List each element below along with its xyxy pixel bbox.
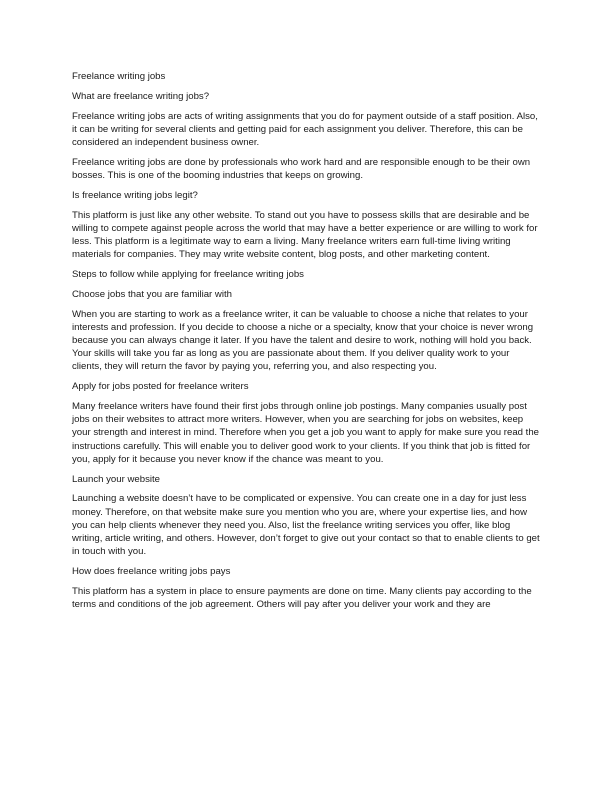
section-heading: How does freelance writing jobs pays — [72, 566, 231, 578]
paragraph: This platform is just like any other website. To stand out you have to possess skills that are desirable and be willing to compete against people across the world that may have a better experience or are willing to work for less. This platform is a legitimate way to earn a living. Many freelance writers earn full-time living writing materials for companies. They may write website content, blog posts, and other marketing content. — [72, 209, 538, 261]
paragraph: Freelance writing jobs are done by professionals who work hard and are responsible enough to be their own bosses. This is one of the booming industries that keeps on growing. — [72, 156, 531, 181]
paragraph: When you are starting to work as a freelance writer, it can be valuable to choose a niche that relates to your interests and profession. If you decide to choose a niche or a specialty, know that your choice is never wrong because you can always change it later. If you have the talent and desire to work, nothing will hold you back. Your skills will take you far as long as you are passionate about them. If you deliver quality work to your clients, they will return the favor by paying you, referring you, and also respecting you. — [72, 308, 534, 373]
section-heading: Choose jobs that you are familiar with — [72, 288, 232, 300]
paragraph: Freelance writing jobs are acts of writing assignments that you do for payment outside of a staff position. Also, it can be writing for several clients and getting paid for each assignment you deliver. Therefore, this can be considered an independent business owner. — [72, 110, 538, 148]
section-heading: What are freelance writing jobs? — [72, 90, 210, 102]
section-heading: Steps to follow while applying for freelance writing jobs — [72, 269, 304, 280]
section-heading: Is freelance writing jobs legit? — [72, 189, 198, 201]
section-heading: Launch your website — [72, 473, 160, 485]
paragraph: This platform has a system in place to ensure payments are done on time. Many clients pay according to the terms and conditions of the job agreement. Others will pay after you deliver your work and they are — [72, 585, 532, 611]
document-title: Freelance writing jobs — [72, 71, 166, 82]
document-body — [72, 70, 541, 618]
paragraph: Many freelance writers have found their first jobs through online job postings. Many companies usually post jobs on their websites to attract more writers. However, when you are searching for jobs on websites, keep your strength and interest in mind. Therefore when you get a job you want to apply for make sure you read the instructions carefully. This will enable you to deliver good work to your clients. If you think that job is fitted for you, apply for it because you never know if the chance was meant to you. — [72, 401, 539, 465]
paragraph: Launching a website doesn’t have to be complicated or expensive. You can create one in a day for just less money. Therefore, on that website make sure you mention who you are, where your expertise lies, and how you can help clients whenever they need you. Also, list the freelance writing services you offer, like blog writing, article writing, and others. However, don’t forget to give out your contact so that to enable clients to get in touch with you. — [72, 493, 540, 558]
section-heading: Apply for jobs posted for freelance writers — [72, 381, 249, 393]
